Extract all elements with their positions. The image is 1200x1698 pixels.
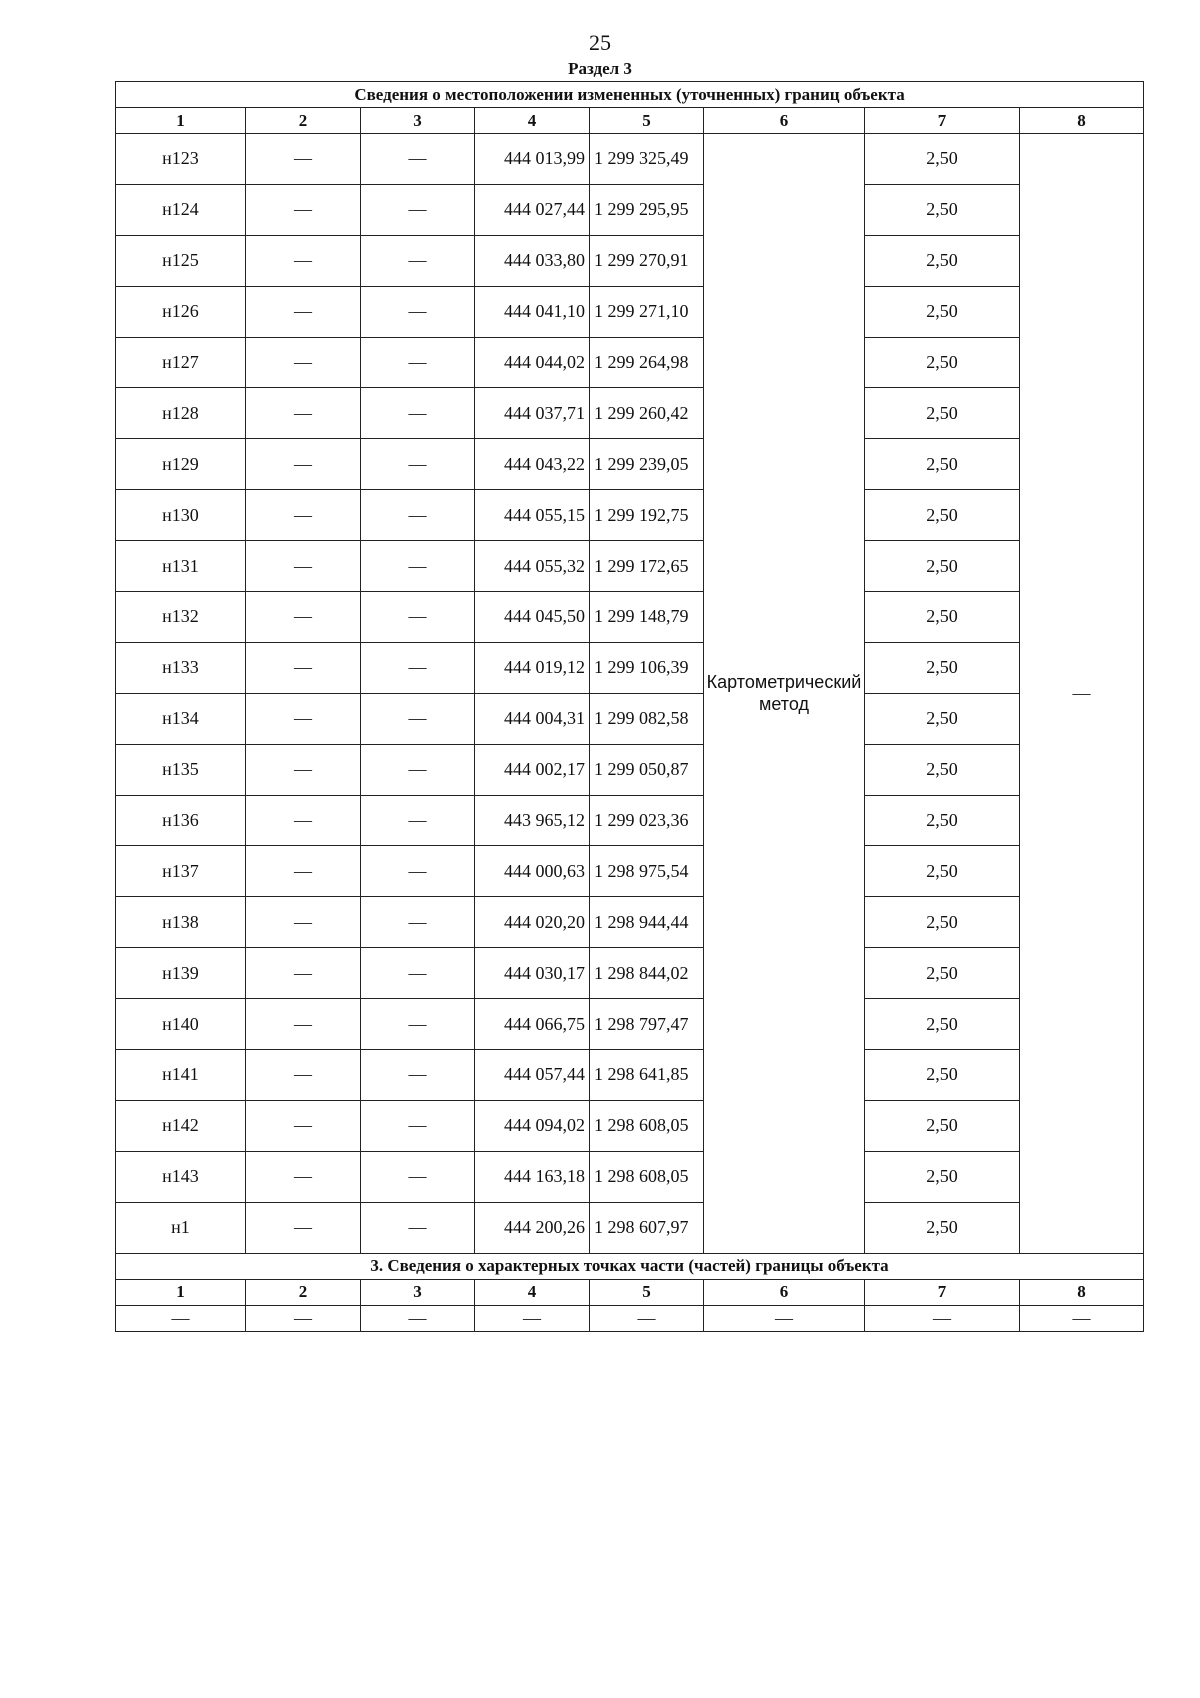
x-coordinate-cell: 444 045,50 xyxy=(475,592,590,643)
column2-cell: — xyxy=(246,541,361,592)
column3-cell: — xyxy=(361,1050,475,1101)
table-row xyxy=(116,235,1144,286)
part-cell: — xyxy=(1020,1305,1144,1331)
x-coordinate-cell: 444 057,44 xyxy=(475,1050,590,1101)
y-coordinate-cell: 1 298 844,02 xyxy=(590,948,704,999)
x-coordinate-cell: 444 019,12 xyxy=(475,642,590,693)
point-cell: н129 xyxy=(116,439,246,490)
accuracy-cell: 2,50 xyxy=(865,1151,1020,1202)
point-cell: н1 xyxy=(116,1202,246,1253)
x-coordinate-cell: 444 033,80 xyxy=(475,235,590,286)
column2-cell: — xyxy=(246,490,361,541)
y-coordinate-cell: 1 299 172,65 xyxy=(590,541,704,592)
y-coordinate-cell: 1 299 271,10 xyxy=(590,286,704,337)
point-cell: н141 xyxy=(116,1050,246,1101)
column2-cell: — xyxy=(246,134,361,185)
y-coordinate-cell: 1 299 192,75 xyxy=(590,490,704,541)
point-cell: н126 xyxy=(116,286,246,337)
column3-cell: — xyxy=(361,337,475,388)
column2-cell: — xyxy=(246,1151,361,1202)
x-coordinate-cell: 443 965,12 xyxy=(475,795,590,846)
column3-cell: — xyxy=(361,286,475,337)
accuracy-cell: 2,50 xyxy=(865,388,1020,439)
table-row xyxy=(116,1151,1144,1202)
x-coordinate-cell: 444 043,22 xyxy=(475,439,590,490)
point-cell: н124 xyxy=(116,184,246,235)
column-header-7: 7 xyxy=(865,108,1020,134)
column2-cell: — xyxy=(246,744,361,795)
x-coordinate-cell: 444 044,02 xyxy=(475,337,590,388)
table-row xyxy=(116,897,1144,948)
column2-cell: — xyxy=(246,846,361,897)
accuracy-cell: 2,50 xyxy=(865,439,1020,490)
y-coordinate-cell: 1 298 608,05 xyxy=(590,1100,704,1151)
column3-cell: — xyxy=(361,744,475,795)
accuracy-cell: 2,50 xyxy=(865,337,1020,388)
column2-cell: — xyxy=(246,439,361,490)
table-row xyxy=(116,490,1144,541)
column-header-4: 4 xyxy=(475,108,590,134)
column3-cell: — xyxy=(361,948,475,999)
column2-cell: — xyxy=(246,999,361,1050)
accuracy-cell: 2,50 xyxy=(865,897,1020,948)
table-row xyxy=(116,388,1144,439)
column3-cell: — xyxy=(361,897,475,948)
point-cell: н127 xyxy=(116,337,246,388)
y-coordinate-cell: 1 299 239,05 xyxy=(590,439,704,490)
x-coordinate-cell: 444 027,44 xyxy=(475,184,590,235)
accuracy-cell: 2,50 xyxy=(865,948,1020,999)
column3-cell: — xyxy=(361,592,475,643)
part-column-header-4: 4 xyxy=(475,1279,590,1305)
x-coordinate-cell: 444 020,20 xyxy=(475,897,590,948)
table-row xyxy=(116,134,1144,185)
column2-cell: — xyxy=(246,235,361,286)
x-coordinate-cell: 444 041,10 xyxy=(475,286,590,337)
x-coordinate-cell: 444 066,75 xyxy=(475,999,590,1050)
table-row xyxy=(116,592,1144,643)
column3-cell: — xyxy=(361,184,475,235)
accuracy-cell: 2,50 xyxy=(865,1050,1020,1101)
part-column-header-8: 8 xyxy=(1020,1279,1144,1305)
column2-cell: — xyxy=(246,592,361,643)
column3-cell: — xyxy=(361,1202,475,1253)
column-header-3: 3 xyxy=(361,108,475,134)
table-row xyxy=(116,184,1144,235)
point-cell: н128 xyxy=(116,388,246,439)
y-coordinate-cell: 1 299 148,79 xyxy=(590,592,704,643)
column2-cell: — xyxy=(246,286,361,337)
y-coordinate-cell: 1 299 325,49 xyxy=(590,134,704,185)
accuracy-cell: 2,50 xyxy=(865,744,1020,795)
accuracy-cell: 2,50 xyxy=(865,846,1020,897)
page-number: 25 xyxy=(589,30,611,55)
column2-cell: — xyxy=(246,388,361,439)
boundary-coordinates-table xyxy=(115,81,1144,1332)
column2-cell: — xyxy=(246,1050,361,1101)
table-row xyxy=(116,1100,1144,1151)
y-coordinate-cell: 1 299 023,36 xyxy=(590,795,704,846)
column2-cell: — xyxy=(246,948,361,999)
x-coordinate-cell: 444 004,31 xyxy=(475,693,590,744)
part-cell: — xyxy=(865,1305,1020,1331)
part-boundary-caption: 3. Сведения о характерных точках части (частей) границы объекта xyxy=(116,1253,1144,1279)
y-coordinate-cell: 1 298 641,85 xyxy=(590,1050,704,1101)
x-coordinate-cell: 444 094,02 xyxy=(475,1100,590,1151)
column3-cell: — xyxy=(361,1151,475,1202)
accuracy-cell: 2,50 xyxy=(865,592,1020,643)
column2-cell: — xyxy=(246,184,361,235)
point-cell: н139 xyxy=(116,948,246,999)
accuracy-cell: 2,50 xyxy=(865,693,1020,744)
table-row xyxy=(116,948,1144,999)
column3-cell: — xyxy=(361,693,475,744)
y-coordinate-cell: 1 299 264,98 xyxy=(590,337,704,388)
table-row xyxy=(116,541,1144,592)
table-row xyxy=(116,286,1144,337)
column3-cell: — xyxy=(361,846,475,897)
x-coordinate-cell: 444 055,32 xyxy=(475,541,590,592)
section-title: Раздел 3 xyxy=(568,59,632,78)
accuracy-cell: 2,50 xyxy=(865,134,1020,185)
y-coordinate-cell: 1 299 260,42 xyxy=(590,388,704,439)
column8-cell: — xyxy=(1020,134,1144,1254)
column3-cell: — xyxy=(361,134,475,185)
column3-cell: — xyxy=(361,490,475,541)
part-cell: — xyxy=(246,1305,361,1331)
y-coordinate-cell: 1 298 975,54 xyxy=(590,846,704,897)
column2-cell: — xyxy=(246,1100,361,1151)
point-cell: н132 xyxy=(116,592,246,643)
table-row xyxy=(116,1202,1144,1253)
part-column-header-6: 6 xyxy=(704,1279,865,1305)
part-cell: — xyxy=(704,1305,865,1331)
accuracy-cell: 2,50 xyxy=(865,235,1020,286)
point-cell: н138 xyxy=(116,897,246,948)
column3-cell: — xyxy=(361,1100,475,1151)
column3-cell: — xyxy=(361,439,475,490)
part-column-header-5: 5 xyxy=(590,1279,704,1305)
table-row xyxy=(116,337,1144,388)
part-cell: — xyxy=(361,1305,475,1331)
part-cell: — xyxy=(590,1305,704,1331)
y-coordinate-cell: 1 298 607,97 xyxy=(590,1202,704,1253)
column3-cell: — xyxy=(361,642,475,693)
part-column-header-3: 3 xyxy=(361,1279,475,1305)
accuracy-cell: 2,50 xyxy=(865,184,1020,235)
accuracy-cell: 2,50 xyxy=(865,286,1020,337)
y-coordinate-cell: 1 299 295,95 xyxy=(590,184,704,235)
accuracy-cell: 2,50 xyxy=(865,642,1020,693)
x-coordinate-cell: 444 200,26 xyxy=(475,1202,590,1253)
accuracy-cell: 2,50 xyxy=(865,541,1020,592)
accuracy-cell: 2,50 xyxy=(865,999,1020,1050)
x-coordinate-cell: 444 000,63 xyxy=(475,846,590,897)
y-coordinate-cell: 1 299 082,58 xyxy=(590,693,704,744)
point-cell: н136 xyxy=(116,795,246,846)
point-cell: н130 xyxy=(116,490,246,541)
point-cell: н131 xyxy=(116,541,246,592)
point-cell: н135 xyxy=(116,744,246,795)
accuracy-cell: 2,50 xyxy=(865,795,1020,846)
point-cell: н137 xyxy=(116,846,246,897)
x-coordinate-cell: 444 055,15 xyxy=(475,490,590,541)
table-row xyxy=(116,999,1144,1050)
table-caption: Сведения о местоположении измененных (уточненных) границ объекта xyxy=(116,82,1144,108)
column-header-8: 8 xyxy=(1020,108,1144,134)
part-cell: — xyxy=(475,1305,590,1331)
point-cell: н143 xyxy=(116,1151,246,1202)
table-row xyxy=(116,744,1144,795)
column2-cell: — xyxy=(246,693,361,744)
y-coordinate-cell: 1 298 797,47 xyxy=(590,999,704,1050)
part-column-header-1: 1 xyxy=(116,1279,246,1305)
y-coordinate-cell: 1 299 106,39 xyxy=(590,642,704,693)
column2-cell: — xyxy=(246,795,361,846)
y-coordinate-cell: 1 298 944,44 xyxy=(590,897,704,948)
column-header-5: 5 xyxy=(590,108,704,134)
column3-cell: — xyxy=(361,388,475,439)
table-row xyxy=(116,642,1144,693)
column3-cell: — xyxy=(361,999,475,1050)
accuracy-cell: 2,50 xyxy=(865,1100,1020,1151)
column3-cell: — xyxy=(361,541,475,592)
x-coordinate-cell: 444 002,17 xyxy=(475,744,590,795)
table-row xyxy=(116,1050,1144,1101)
x-coordinate-cell: 444 030,17 xyxy=(475,948,590,999)
column2-cell: — xyxy=(246,642,361,693)
table-row xyxy=(116,1305,1144,1331)
x-coordinate-cell: 444 163,18 xyxy=(475,1151,590,1202)
y-coordinate-cell: 1 299 270,91 xyxy=(590,235,704,286)
method-cell: Картометрический метод xyxy=(704,134,865,1254)
accuracy-cell: 2,50 xyxy=(865,490,1020,541)
column3-cell: — xyxy=(361,795,475,846)
point-cell: н142 xyxy=(116,1100,246,1151)
point-cell: н133 xyxy=(116,642,246,693)
table-row xyxy=(116,693,1144,744)
column2-cell: — xyxy=(246,337,361,388)
part-cell: — xyxy=(116,1305,246,1331)
y-coordinate-cell: 1 299 050,87 xyxy=(590,744,704,795)
table-row xyxy=(116,846,1144,897)
column3-cell: — xyxy=(361,235,475,286)
accuracy-cell: 2,50 xyxy=(865,1202,1020,1253)
column-header-1: 1 xyxy=(116,108,246,134)
point-cell: н123 xyxy=(116,134,246,185)
point-cell: н140 xyxy=(116,999,246,1050)
table-row xyxy=(116,439,1144,490)
column-header-2: 2 xyxy=(246,108,361,134)
x-coordinate-cell: 444 013,99 xyxy=(475,134,590,185)
y-coordinate-cell: 1 298 608,05 xyxy=(590,1151,704,1202)
column-header-6: 6 xyxy=(704,108,865,134)
part-column-header-2: 2 xyxy=(246,1279,361,1305)
table-row xyxy=(116,795,1144,846)
part-column-header-7: 7 xyxy=(865,1279,1020,1305)
column2-cell: — xyxy=(246,1202,361,1253)
point-cell: н125 xyxy=(116,235,246,286)
point-cell: н134 xyxy=(116,693,246,744)
column2-cell: — xyxy=(246,897,361,948)
x-coordinate-cell: 444 037,71 xyxy=(475,388,590,439)
